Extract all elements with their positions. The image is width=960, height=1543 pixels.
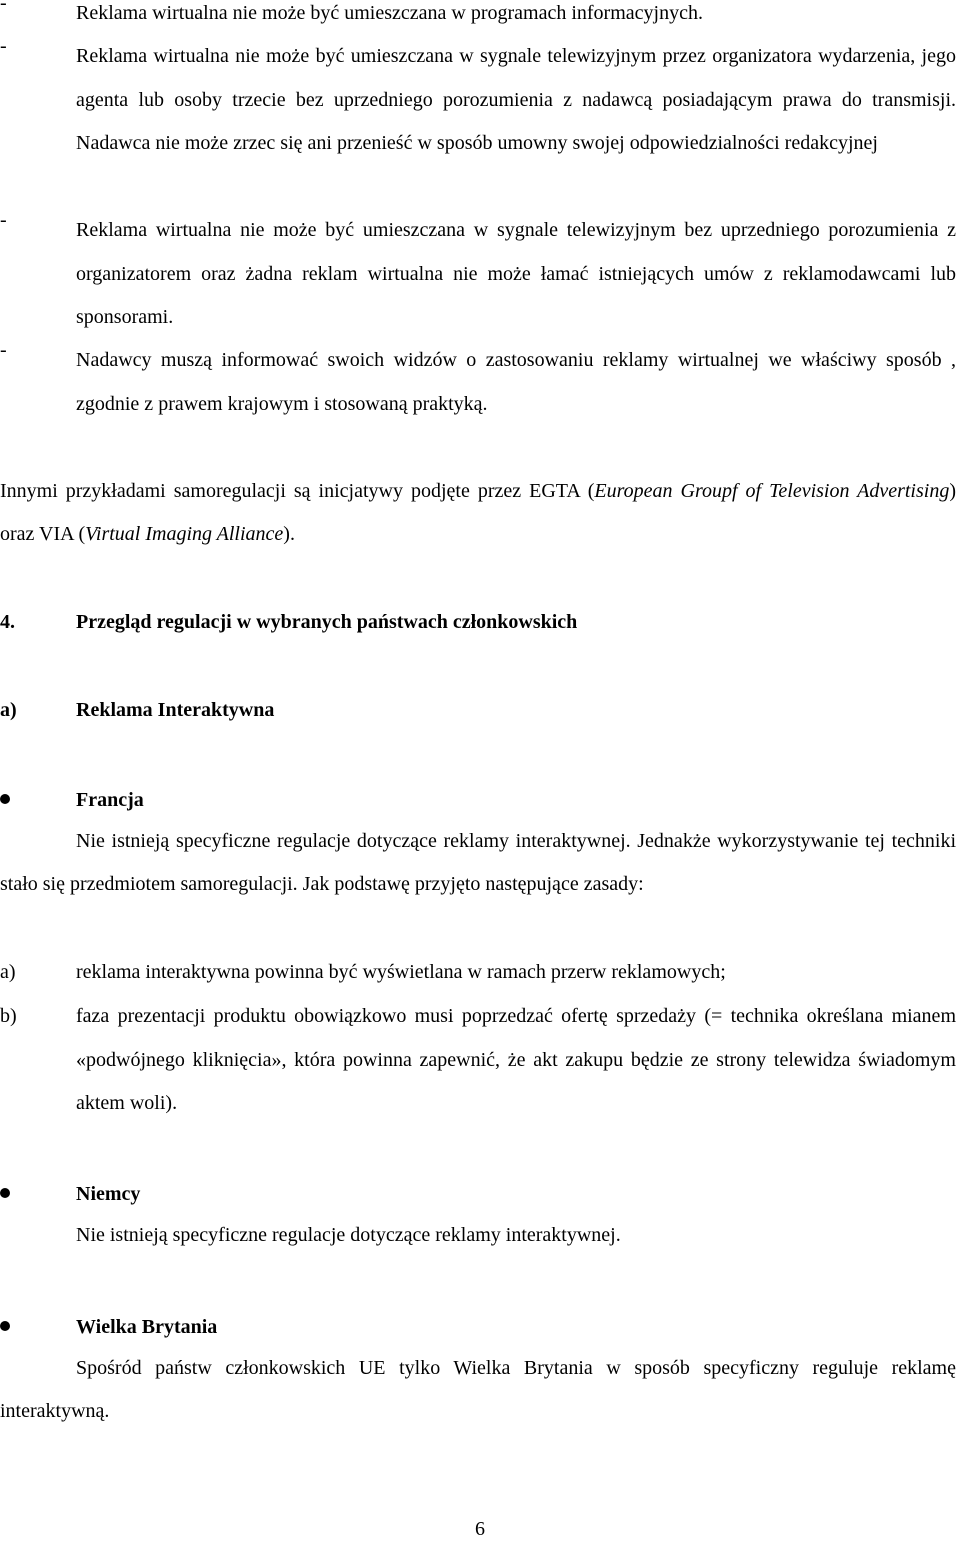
dash-marker: - <box>0 209 7 231</box>
item-text: reklama interaktywna powinna być wyświetlana w ramach przerw reklamowych; <box>76 961 726 983</box>
bullet-icon <box>0 1321 10 1331</box>
country-name: Niemcy <box>76 1183 141 1205</box>
item-letter: a) <box>0 961 16 983</box>
dash-list-item <box>0 0 960 36</box>
bullet-icon <box>0 1188 10 1198</box>
country-heading-wielka-brytania <box>0 1312 217 1342</box>
subsection-letter: a) <box>0 699 17 721</box>
country-name: Francja <box>76 789 144 811</box>
dash-list-item <box>0 339 960 426</box>
egta-name: European Groupf of Television Advertising <box>594 480 950 502</box>
wielka-brytania-paragraph <box>0 1347 956 1433</box>
country-name: Wielka Brytania <box>76 1316 218 1338</box>
lettered-item <box>0 951 960 995</box>
country-heading-francja <box>0 785 144 815</box>
country-heading-niemcy <box>0 1179 140 1209</box>
section-number: 4. <box>0 611 15 633</box>
via-name: Virtual Imaging Alliance <box>85 523 284 545</box>
dash-list-item <box>0 35 960 166</box>
dash-marker: - <box>0 0 7 14</box>
egta-paragraph <box>0 470 956 556</box>
bullet-icon <box>0 794 10 804</box>
subsection-heading <box>0 695 274 725</box>
section-heading <box>0 607 577 637</box>
francja-text: Nie istnieją specyficzne regulacje dotyczące reklamy interaktywnej. Jednakże wykorzystywanie tej techniki stało się przedmiotem samoregulacji. Jak podstawę przyjęto następujące zasady: <box>0 830 956 895</box>
dash-list-item <box>0 209 960 340</box>
niemcy-text: Nie istnieją specyficzne regulacje dotyczące reklamy interaktywnej. <box>76 1224 621 1246</box>
wielka-brytania-text: Spośród państw członkowskich UE tylko Wielka Brytania w sposób specyficzny reguluje reklamę interaktywną. <box>0 1357 956 1422</box>
dash-marker: - <box>0 339 7 361</box>
francja-paragraph <box>0 820 956 906</box>
subsection-title: Reklama Interaktywna <box>76 699 275 721</box>
item-text: faza prezentacji produktu obowiązkowo musi poprzedzać ofertę sprzedaży (= technika określana mianem «podwójnego kliknięcia», która powinna zapewnić, że akt zakupu będzie ze strony telewidza świadomym aktem woli). <box>76 1005 956 1115</box>
item-letter: b) <box>0 1005 17 1027</box>
egta-text-3: ). <box>283 523 295 545</box>
dash-item-text: Nadawcy muszą informować swoich widzów o zastosowaniu reklamy wirtualnej we właściwy sposób , zgodnie z prawem krajowym i stosowaną praktyką. <box>76 349 956 415</box>
lettered-item <box>0 995 960 1126</box>
egta-text-1: Innymi przykładami samoregulacji są inicjatywy podjęte przez EGTA ( <box>0 480 595 502</box>
dash-item-text: Reklama wirtualna nie może być umieszczana w programach informacyjnych. <box>76 2 703 24</box>
dash-marker: - <box>0 35 7 57</box>
dash-item-text: Reklama wirtualna nie może być umieszczana w sygnale telewizyjnym przez organizatora wydarzenia, jego agenta lub osoby trzecie bez uprzedniego porozumienia z nadawcą posiadającym prawa do transmisji. Nadawca nie może zrzec się ani przenieść w sposób umowny swojej odpowiedzialności redakcyjnej <box>76 45 956 155</box>
page-number: 6 <box>475 1518 485 1540</box>
egta-text-2: ) oraz VIA ( <box>0 480 956 545</box>
niemcy-paragraph <box>0 1214 956 1257</box>
section-title: Przegląd regulacji w wybranych państwach członkowskich <box>76 611 578 633</box>
dash-item-text: Reklama wirtualna nie może być umieszczana w sygnale telewizyjnym bez uprzedniego porozumienia z organizatorem oraz żadna reklam wirtualna nie może łamać istniejących umów z reklamodawcami lub sponsorami. <box>76 219 956 329</box>
